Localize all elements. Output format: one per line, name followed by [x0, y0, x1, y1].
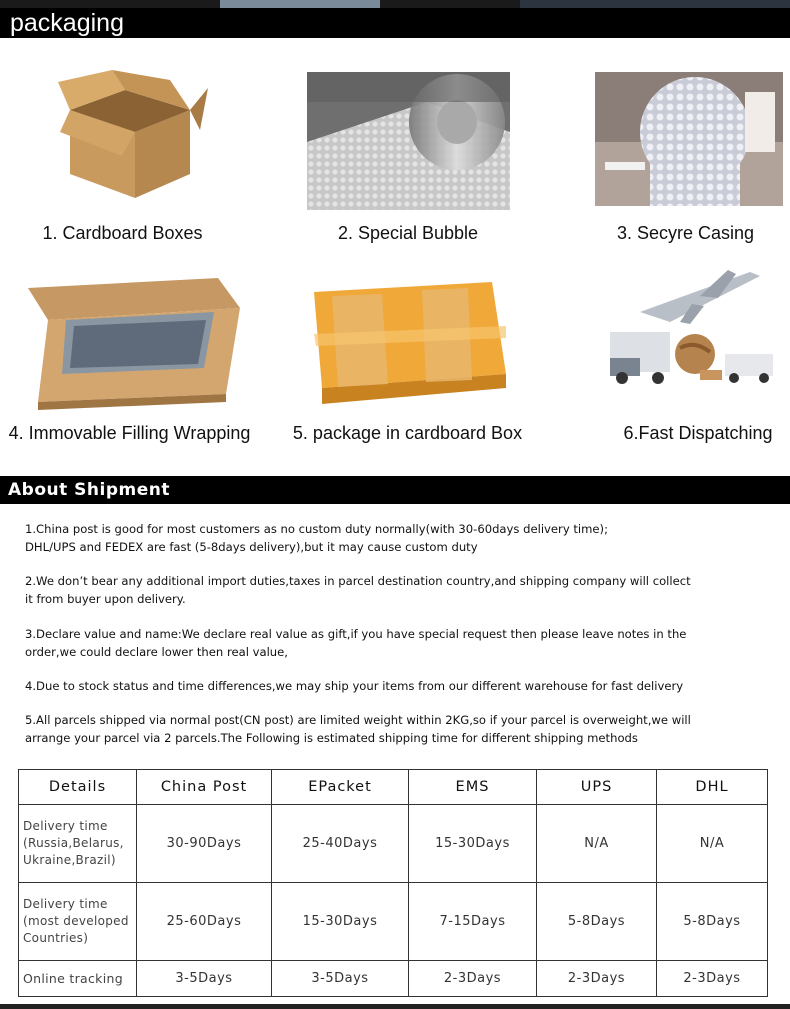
table-cell: 2-3Days [657, 961, 768, 997]
shipping-time-table [18, 769, 768, 997]
table-cell: 7-15Days [409, 883, 537, 961]
caption-special-bubble: 2. Special Bubble [337, 223, 479, 243]
table-cell: 5-8Days [657, 883, 768, 961]
table-cell: 25-60Days [137, 883, 272, 961]
table-cell: 25-40Days [272, 805, 409, 883]
caption-filling-wrapping: 4. Immovable Filling Wrapping [8, 423, 251, 443]
dispatch-image [600, 262, 783, 412]
bottom-divider [0, 1004, 790, 1009]
taped-box-image [292, 262, 522, 412]
bubble-casing-image [595, 72, 783, 206]
table-cell: 3-5Days [272, 961, 409, 997]
header-ups: UPS [537, 770, 657, 805]
caption-cardboard-boxes: 1. Cardboard Boxes [42, 223, 203, 243]
shipment-point-4: 4.Due to stock status and time differences,we may ship your items from our different warehouse for fast delivery [25, 679, 684, 693]
row-label: Online tracking [19, 961, 137, 997]
caption-fast-dispatching: 6.Fast Dispatching [623, 423, 773, 443]
row-label: Delivery time (most developed Countries) [19, 883, 137, 961]
caption-package-in-box: 5. package in cardboard Box [292, 423, 523, 443]
header-dhl: DHL [657, 770, 768, 805]
shipment-title: About Shipment [8, 480, 170, 500]
table-cell: 5-8Days [537, 883, 657, 961]
table-row [19, 883, 768, 961]
table-cell: 2-3Days [409, 961, 537, 997]
table-cell: N/A [657, 805, 768, 883]
cardboard-box-image [50, 70, 215, 210]
header-china-post: China Post [137, 770, 272, 805]
table-cell: 3-5Days [137, 961, 272, 997]
header-details: Details [19, 770, 137, 805]
table-cell: 30-90Days [137, 805, 272, 883]
table-cell: 15-30Days [272, 883, 409, 961]
shipment-point-1: 1.China post is good for most customers as no custom duty normally(with 30-60days delivery time); DHL/UPS and FEDEX are fast (5-8days delivery),but it may cause custom duty [25, 522, 608, 554]
shipment-point-3: 3.Declare value and name:We declare real value as gift,if you have special request then please leave notes in the order,we could declare lower then real value, [25, 627, 687, 659]
table-cell: N/A [537, 805, 657, 883]
packaging-title: packaging [10, 9, 124, 37]
shipment-point-5: 5.All parcels shipped via normal post(CN post) are limited weight within 2KG,so if your parcel is overweight,we will arrange your parcel via 2 parcels.The Following is estimated shipping time for different shipping methods [25, 713, 691, 745]
header-epacket: EPacket [272, 770, 409, 805]
row-label: Delivery time (Russia,Belarus, Ukraine,Brazil) [19, 805, 137, 883]
table-row [19, 961, 768, 997]
filled-box-image [18, 268, 250, 412]
table-cell: 15-30Days [409, 805, 537, 883]
table-header-row [19, 770, 768, 805]
table-cell: 2-3Days [537, 961, 657, 997]
bubble-roll-image [307, 72, 510, 210]
table-row [19, 805, 768, 883]
shipment-point-2: 2.We don’t bear any additional import duties,taxes in parcel destination country,and shipping company will collect it from buyer upon delivery. [25, 574, 691, 606]
header-ems: EMS [409, 770, 537, 805]
caption-secure-casing: 3. Secyre Casing [616, 223, 755, 243]
